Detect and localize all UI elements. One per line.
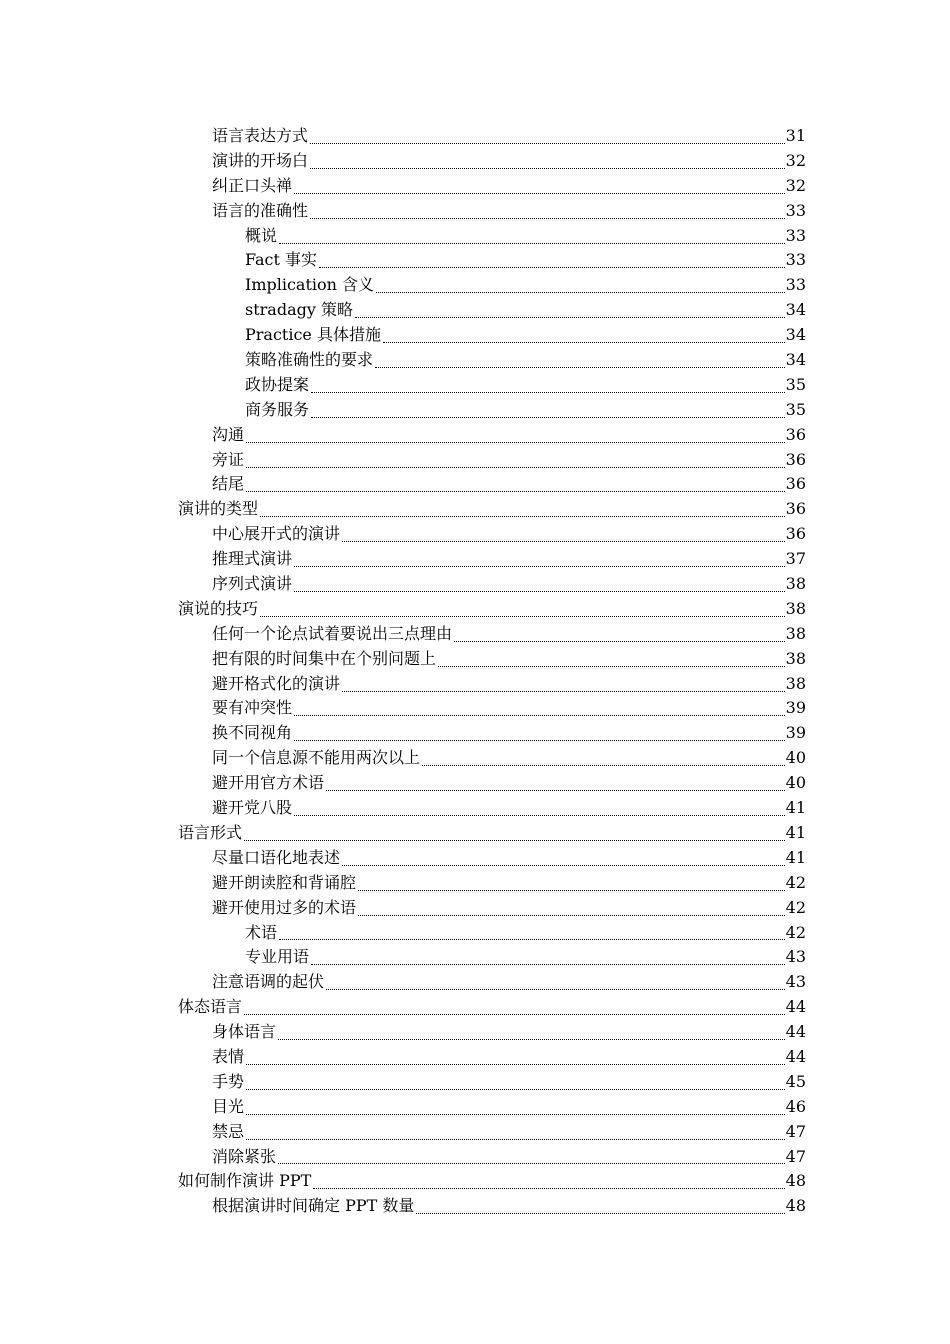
toc-entry[interactable] <box>245 348 806 373</box>
toc-dot-leader <box>342 541 785 542</box>
toc-entry[interactable] <box>212 199 806 224</box>
toc-entry[interactable] <box>212 721 806 746</box>
toc-entry-title: 推理式演讲 <box>212 547 293 572</box>
toc-entry-title: 体态语言 <box>178 995 243 1020</box>
toc-entry-page-number: 36 <box>785 474 806 494</box>
toc-dot-leader <box>246 1114 785 1115</box>
toc-dot-leader <box>310 143 785 144</box>
toc-entry-page-number: 46 <box>785 1096 806 1116</box>
toc-entry-title: 概说 <box>245 224 278 249</box>
toc-entry-title: 根据演讲时间确定 PPT 数量 <box>212 1194 415 1219</box>
toc-entry[interactable] <box>212 1045 806 1070</box>
toc-entry-title: Fact 事实 <box>245 248 318 273</box>
toc-entry[interactable] <box>245 323 806 348</box>
toc-dot-leader <box>310 168 785 169</box>
toc-entry[interactable] <box>212 1070 806 1095</box>
toc-dot-leader <box>454 641 785 642</box>
toc-entry[interactable] <box>212 522 806 547</box>
toc-dot-leader <box>326 790 785 791</box>
toc-entry-title: 中心展开式的演讲 <box>212 522 341 547</box>
toc-entry-page-number: 35 <box>785 374 806 394</box>
toc-entry-title: 演讲的开场白 <box>212 149 309 174</box>
toc-entry-page-number: 38 <box>785 623 806 643</box>
toc-entry-title: 政协提案 <box>245 373 310 398</box>
toc-entry[interactable] <box>212 896 806 921</box>
toc-entry-title: 结尾 <box>212 472 245 497</box>
toc-dot-leader <box>310 218 785 219</box>
toc-entry-title: 表情 <box>212 1045 245 1070</box>
toc-entry-page-number: 47 <box>785 1121 806 1141</box>
toc-dot-leader <box>376 292 785 293</box>
toc-entry-page-number: 41 <box>785 822 806 842</box>
toc-entry-page-number: 34 <box>785 300 806 320</box>
toc-entry[interactable] <box>178 821 806 846</box>
toc-entry[interactable] <box>178 597 806 622</box>
toc-entry[interactable] <box>245 224 806 249</box>
toc-entry-title: 语言的准确性 <box>212 199 309 224</box>
toc-entry[interactable] <box>212 423 806 448</box>
toc-entry[interactable] <box>212 771 806 796</box>
toc-entry-page-number: 44 <box>785 997 806 1017</box>
toc-entry-page-number: 33 <box>785 275 806 295</box>
toc-entry[interactable] <box>212 796 806 821</box>
toc-entry-page-number: 40 <box>785 773 806 793</box>
toc-entry-title: 旁证 <box>212 448 245 473</box>
toc-entry-page-number: 36 <box>785 524 806 544</box>
toc-entry[interactable] <box>245 398 806 423</box>
toc-entry-page-number: 33 <box>785 200 806 220</box>
toc-dot-leader <box>375 367 785 368</box>
toc-entry-title: 避开用官方术语 <box>212 771 325 796</box>
toc-dot-leader <box>311 417 785 418</box>
toc-entry-page-number: 48 <box>785 1196 806 1216</box>
toc-entry-title: 禁忌 <box>212 1120 245 1145</box>
toc-entry-title: 纠正口头禅 <box>212 174 293 199</box>
toc-entry[interactable] <box>178 995 806 1020</box>
toc-entry-page-number: 36 <box>785 424 806 444</box>
toc-entry[interactable] <box>245 921 806 946</box>
toc-entry-page-number: 38 <box>785 648 806 668</box>
toc-entry-page-number: 38 <box>785 598 806 618</box>
toc-dot-leader <box>358 915 785 916</box>
toc-entry[interactable] <box>212 846 806 871</box>
toc-dot-leader <box>342 691 785 692</box>
toc-dot-leader <box>294 591 785 592</box>
toc-entry[interactable] <box>212 1095 806 1120</box>
toc-entry[interactable] <box>212 472 806 497</box>
toc-entry-title: stradagy 策略 <box>245 298 354 323</box>
toc-entry-page-number: 39 <box>785 723 806 743</box>
toc-entry[interactable] <box>212 1145 806 1170</box>
toc-dot-leader <box>311 964 785 965</box>
toc-dot-leader <box>278 1039 785 1040</box>
toc-dot-leader <box>279 243 785 244</box>
toc-dot-leader <box>246 442 785 443</box>
toc-entry-page-number: 37 <box>785 549 806 569</box>
toc-entry-title: 避开使用过多的术语 <box>212 896 357 921</box>
toc-dot-leader <box>246 1089 785 1090</box>
toc-entry-page-number: 32 <box>785 150 806 170</box>
toc-entry-title: 身体语言 <box>212 1020 277 1045</box>
toc-entry-title: 注意语调的起伏 <box>212 970 325 995</box>
toc-entry-title: 要有冲突性 <box>212 696 293 721</box>
toc-entry-title: 语言形式 <box>178 821 243 846</box>
toc-entry-title: 演讲的类型 <box>178 497 259 522</box>
toc-entry[interactable] <box>245 248 806 273</box>
toc-entry-title: 避开党八股 <box>212 796 293 821</box>
toc-dot-leader <box>422 765 785 766</box>
toc-entry-page-number: 32 <box>785 175 806 195</box>
toc-dot-leader <box>294 566 785 567</box>
toc-entry[interactable] <box>212 1194 806 1219</box>
toc-entry-title: 尽量口语化地表述 <box>212 846 341 871</box>
toc-entry-page-number: 36 <box>785 499 806 519</box>
toc-entry[interactable] <box>212 149 806 174</box>
toc-entry[interactable] <box>245 273 806 298</box>
toc-entry[interactable] <box>212 746 806 771</box>
toc-entry-title: 策略准确性的要求 <box>245 348 374 373</box>
toc-dot-leader <box>260 516 785 517</box>
toc-entry-title: 消除紧张 <box>212 1145 277 1170</box>
toc-dot-leader <box>294 193 785 194</box>
toc-entry-title: 沟通 <box>212 423 245 448</box>
toc-entry[interactable] <box>212 547 806 572</box>
toc-entry[interactable] <box>178 1169 806 1194</box>
toc-dot-leader <box>279 939 785 940</box>
toc-entry-title: 任何一个论点试着要说出三点理由 <box>212 622 453 647</box>
toc-entry-title: 序列式演讲 <box>212 572 293 597</box>
toc-entry[interactable] <box>212 174 806 199</box>
toc-dot-leader <box>311 392 785 393</box>
toc-dot-leader <box>260 616 785 617</box>
toc-entry-page-number: 48 <box>785 1171 806 1191</box>
toc-entry[interactable] <box>212 871 806 896</box>
toc-dot-leader <box>326 989 785 990</box>
toc-dot-leader <box>244 840 785 841</box>
toc-entry-title: Practice 具体措施 <box>245 323 382 348</box>
toc-dot-leader <box>342 865 785 866</box>
toc-dot-leader <box>244 1014 785 1015</box>
toc-entry[interactable] <box>212 696 806 721</box>
toc-entry-page-number: 40 <box>785 748 806 768</box>
toc-dot-leader <box>355 317 785 318</box>
toc-entry[interactable] <box>212 448 806 473</box>
toc-entry-title: 专业用语 <box>245 945 310 970</box>
toc-entry-page-number: 44 <box>785 1022 806 1042</box>
toc-entry-page-number: 33 <box>785 250 806 270</box>
toc-dot-leader <box>438 666 785 667</box>
toc-entry-page-number: 35 <box>785 399 806 419</box>
table-of-contents <box>0 124 950 1219</box>
toc-entry-title: 商务服务 <box>245 398 310 423</box>
toc-entry-page-number: 43 <box>785 947 806 967</box>
toc-entry[interactable] <box>245 373 806 398</box>
toc-entry-page-number: 44 <box>785 1046 806 1066</box>
toc-entry-title: Implication 含义 <box>245 273 375 298</box>
toc-entry-title: 换不同视角 <box>212 721 293 746</box>
toc-dot-leader <box>313 1188 784 1189</box>
toc-entry[interactable] <box>245 298 806 323</box>
toc-entry[interactable] <box>212 622 806 647</box>
toc-entry-page-number: 42 <box>785 872 806 892</box>
toc-entry-page-number: 38 <box>785 574 806 594</box>
toc-dot-leader <box>246 467 785 468</box>
toc-dot-leader <box>358 890 785 891</box>
toc-entry[interactable] <box>212 647 806 672</box>
toc-entry-title: 避开格式化的演讲 <box>212 672 341 697</box>
toc-entry-page-number: 31 <box>785 126 806 145</box>
toc-entry-title: 如何制作演讲 PPT <box>178 1169 312 1194</box>
toc-dot-leader <box>294 715 785 716</box>
toc-entry-page-number: 38 <box>785 673 806 693</box>
toc-entry-page-number: 39 <box>785 698 806 718</box>
toc-dot-leader <box>246 1064 785 1065</box>
toc-entry-title: 把有限的时间集中在个别问题上 <box>212 647 437 672</box>
toc-entry-page-number: 36 <box>785 449 806 469</box>
toc-dot-leader <box>246 1139 785 1140</box>
toc-entry[interactable] <box>212 1020 806 1045</box>
toc-entry[interactable] <box>178 497 806 522</box>
toc-dot-leader <box>294 740 785 741</box>
toc-entry-page-number: 42 <box>785 922 806 942</box>
toc-entry[interactable] <box>212 970 806 995</box>
toc-entry-page-number: 45 <box>785 1071 806 1091</box>
toc-entry-title: 目光 <box>212 1095 245 1120</box>
toc-entry-page-number: 41 <box>785 847 806 867</box>
toc-dot-leader <box>383 342 785 343</box>
toc-entry[interactable] <box>212 672 806 697</box>
toc-entry[interactable] <box>212 1120 806 1145</box>
toc-dot-leader <box>278 1163 785 1164</box>
toc-entry-page-number: 43 <box>785 972 806 992</box>
toc-entry-title: 术语 <box>245 921 278 946</box>
toc-entry[interactable] <box>212 124 806 149</box>
toc-entry-page-number: 34 <box>785 325 806 345</box>
toc-entry-title: 演说的技巧 <box>178 597 259 622</box>
toc-dot-leader <box>416 1213 784 1214</box>
toc-dot-leader <box>294 815 785 816</box>
toc-entry-page-number: 41 <box>785 798 806 818</box>
toc-entry-title: 语言表达方式 <box>212 124 309 149</box>
toc-dot-leader <box>246 491 785 492</box>
toc-entry-page-number: 47 <box>785 1146 806 1166</box>
toc-entry[interactable] <box>212 572 806 597</box>
toc-entry-title: 同一个信息源不能用两次以上 <box>212 746 421 771</box>
toc-entry-page-number: 34 <box>785 350 806 370</box>
toc-dot-leader <box>319 267 785 268</box>
toc-entry-title: 避开朗读腔和背诵腔 <box>212 871 357 896</box>
toc-entry[interactable] <box>245 945 806 970</box>
toc-entry-page-number: 42 <box>785 897 806 917</box>
toc-entry-page-number: 33 <box>785 225 806 245</box>
toc-entry-title: 手势 <box>212 1070 245 1095</box>
